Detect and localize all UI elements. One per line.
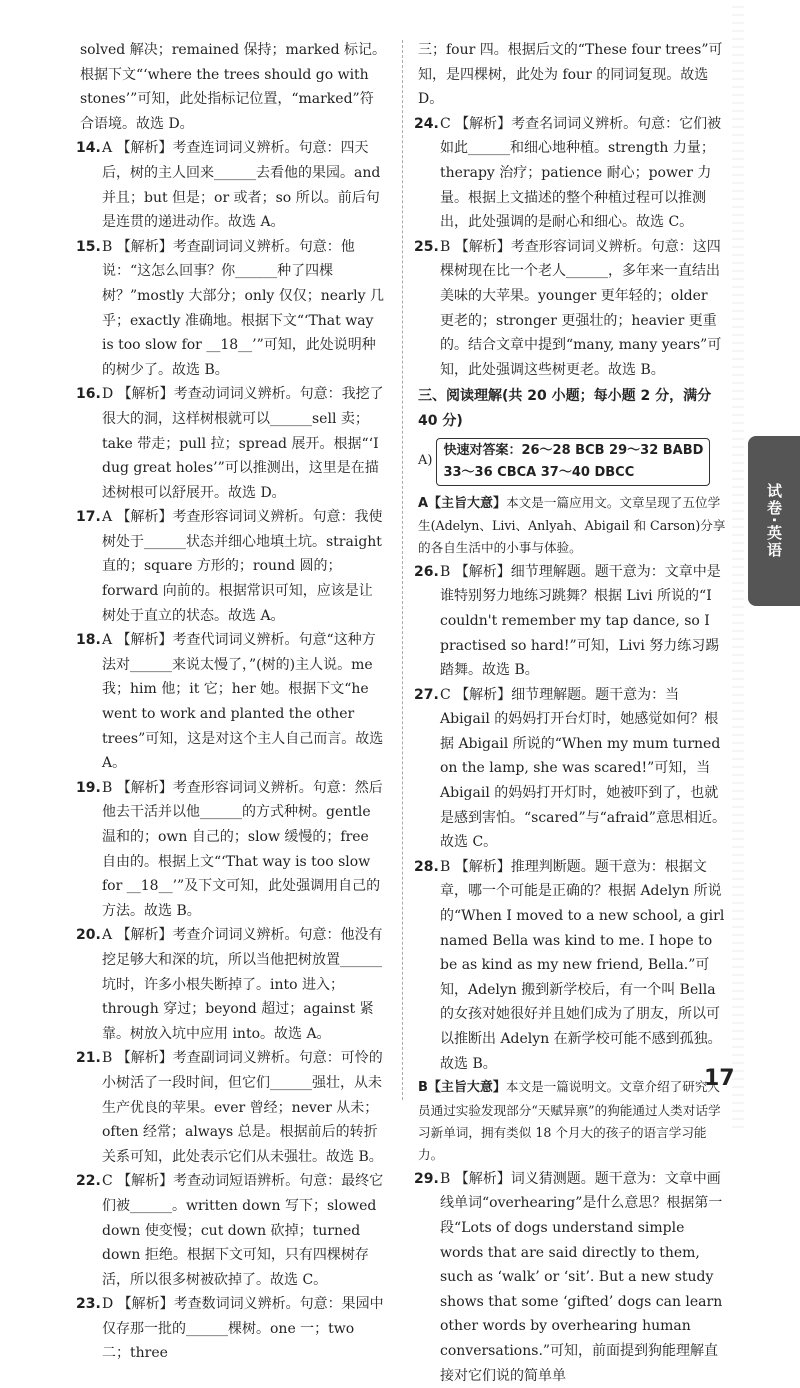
quick-answers-box xyxy=(436,438,710,486)
passage-b-answer-list xyxy=(414,1167,726,1388)
passage-a-summary xyxy=(418,492,726,560)
answer-number: 26. xyxy=(414,563,439,580)
page-edge-texture xyxy=(732,0,744,1130)
answer-number: 21. xyxy=(76,1050,101,1067)
quick-answers-line-1: 快速对答案：26～28 BCB 29～32 BABD xyxy=(443,442,704,458)
answer-number: 15. xyxy=(76,238,101,255)
answer-number: 23. xyxy=(76,1296,101,1313)
answer-text: B 【解析】推理判断题。题干意为：根据文章，哪一个可能是正确的？根据 Adelyn 所说的“When I moved to a new school, a girl named Bella was kind to me. I hope to be as kind as my new friend, Bella.”可知，Adelyn 搬到新学校后，有一个叫 Bella 的女孩对她很好并且她们成为了朋友，所以可以推断出 Adelyn 在新学校可能不感到孤独。故选 B。 xyxy=(440,858,725,1072)
section-title: 三、阅读理解(共 20 小题；每小题 2 分，满分 40 分) xyxy=(418,388,712,429)
answer-number: 22. xyxy=(76,1173,101,1190)
passage-b-tag: B【主旨大意】 xyxy=(418,1080,506,1096)
answer-text: B 【解析】考查形容词词义辨析。句意：这四棵树现在比一个老人______，多年来一直结出美味的大苹果。younger 更年轻的；older 更老的；stronger 更强壮的；heavier 更重的。结合文章中提到“many, many years”可知，此处强调这些树更老。故选 B。 xyxy=(440,238,722,378)
answer-item xyxy=(76,382,386,505)
answer-number: 14. xyxy=(76,140,101,157)
answer-text: D 【解析】考查数词词义辨析。句意：果园中仅存那一批的______棵树。one 一；two 二；three xyxy=(102,1296,384,1362)
answer-text: A 【解析】考查代词词义辨析。句意“这种方法对______来说太慢了，”(树的)主人说。me 我；him 他；it 它；her 她。根据下文“he went to work and planted the other trees”可知，这是对这个主人自己而言。故选 A。 xyxy=(102,632,384,772)
subject-tab: 试卷·英语 xyxy=(748,436,800,606)
passage-b-summary xyxy=(418,1076,726,1167)
answer-number: 19. xyxy=(76,779,101,796)
answer-text: B 【解析】细节理解题。题干意为：文章中是谁特别努力地练习跳舞？根据 Livi 所说的“I couldn't remember my tap dance, so I practised so hard!”可知，Livi 努力练习踢踏舞。故选 B。 xyxy=(440,563,721,679)
answer-item xyxy=(76,1292,386,1366)
quick-answers-label: A) xyxy=(418,453,433,469)
answer-item xyxy=(414,235,726,383)
passage-a-tag: A【主旨大意】 xyxy=(418,495,507,511)
right-column xyxy=(414,38,726,1388)
answer-number: 29. xyxy=(414,1170,439,1187)
answer-23-continuation: 三；four 四。根据后文的“These four trees”可知，是四棵树，此处为 four 的同词复现。故选 D。 xyxy=(418,42,723,108)
passage-b-text: 本文是一篇说明文。文章介绍了研究人员通过实验发现部分“天赋异禀”的狗能通过人类对话学习新单词，拥有类似 18 个月大的孩子的语言学习能力。 xyxy=(418,1079,721,1163)
answer-text: B 【解析】词义猜测题。题干意为：文章中画线单词“overhearing”是什么意思？根据第一段“Lots of dogs understand simple words that are said directly to them, such as ‘walk’ or ‘sit’. But a new study shows that some ‘gifted’ dogs can learn other words by overhearing human conversations.”可知，前面提到狗能理解直接对它们说的简单单 xyxy=(440,1170,723,1384)
answer-item xyxy=(414,1167,726,1388)
answer-text: A 【解析】考查连词词义辨析。句意：四天后，树的主人回来______去看他的果园。and 并且；but 但是；or 或者；so 所以。前后句是连贯的递进动作。故选 A。 xyxy=(102,140,381,231)
answer-number: 28. xyxy=(414,858,439,875)
quick-answers xyxy=(418,438,726,486)
answer-text: A 【解析】考查形容词词义辨析。句意：我使树处于______状态并细心地填土坑。straight 直的；square 方形的；round 圆的；forward 向前的。根据常识可知，应该是让树处于直立的状态。故选 A。 xyxy=(102,509,383,624)
column-divider xyxy=(402,40,403,1100)
answer-item xyxy=(76,136,386,234)
answer-item xyxy=(76,776,386,924)
answer-item xyxy=(76,235,386,383)
answer-item xyxy=(76,923,386,1046)
right-answer-list xyxy=(414,112,726,383)
answer-text: D 【解析】考查动词词义辨析。句意：我挖了很大的洞，这样树根就可以______sell 卖；take 带走；pull 拉；spread 展开。根据“‘I dug great holes’”可以推测出，这里是在描述树根可以舒展开。故选 D。 xyxy=(102,386,384,501)
answer-number: 25. xyxy=(414,238,439,255)
answer-item xyxy=(76,1046,386,1169)
answer-number: 16. xyxy=(76,386,101,403)
answer-number: 18. xyxy=(76,632,101,649)
answer-text: B 【解析】考查形容词词义辨析。句意：然后他去干活并以他______的方式种树。gentle 温和的；own 自己的；slow 缓慢的；free 自由的。根据上文“‘That way is too slow for __18__’”及下文可知，此处强调用自己的方法。故选 B。 xyxy=(102,779,383,919)
answer-number: 27. xyxy=(414,686,439,703)
answer-item xyxy=(414,560,726,683)
passage-a-answer-list xyxy=(414,560,726,1076)
answer-number: 17. xyxy=(76,509,101,526)
passage-a-text: 本文是一篇应用文。文章呈现了五位学生(Adelyn、Livi、Anlyah、Abigail 和 Carson)分享的各自生活中的小事与体验。 xyxy=(418,494,726,556)
answer-item xyxy=(414,112,726,235)
answer-text: A 【解析】考查介词词义辨析。句意：他没有挖足够大和深的坑，所以当他把树放置______坑时，许多小根失断掉了。into 进入；through 穿过；beyond 超过；against 紧靠。树放入坑中应用 into。故选 A。 xyxy=(102,927,383,1042)
answer-text: B 【解析】考查副词词义辨析。句意：他说：“这怎么回事？你______种了四棵树？”mostly 大部分；only 仅仅；nearly 几乎；exactly 准确地。根据下文“‘That way is too slow for __18__’”可知，此处说明种的树少了。故选 B。 xyxy=(102,238,384,378)
answer-item xyxy=(414,855,726,1076)
answer-number: 24. xyxy=(414,115,439,132)
answer-text: C 【解析】考查名词词义辨析。句意：它们被如此______和细心地种植。strength 力量；therapy 治疗；patience 耐心；power 力量。根据上文描述的整个种植过程可以推测出，此处强调的是耐心和细心。故选 C。 xyxy=(440,115,722,231)
left-answer-list xyxy=(76,136,386,1366)
left-column xyxy=(76,38,386,1366)
answer-text: C 【解析】细节理解题。题干意为：当 Abigail 的妈妈打开台灯时，她感觉如何？根据 Abigail 所说的“When my mum turned on the lamp, she was scared!”可知，当 Abigail 的妈妈打开灯时，她被吓到了，也就是感到害怕。“scared”与“afraid”意思相近。故选 C。 xyxy=(440,686,726,851)
answer-number: 20. xyxy=(76,927,101,944)
quick-answers-line-2: 33～36 CBCA 37～40 DBCC xyxy=(443,464,635,480)
answer-13-continuation: solved 解决；remained 保持；marked 标记。根据下文“‘where the trees should go with stones’”可知，此处指标记位置，“marked”符合语境。故选 D。 xyxy=(80,42,386,132)
page-number: 17 xyxy=(704,1066,735,1091)
answer-item xyxy=(414,683,726,855)
answer-item xyxy=(76,505,386,628)
answer-text: C 【解析】考查动词短语辨析。句意：最终它们被______。written down 写下；slowed down 使变慢；cut down 砍掉；turned down 拒绝。根据下文可知，只有四棵树存活，所以很多树被砍掉了。故选 C。 xyxy=(102,1173,384,1288)
answer-item xyxy=(76,628,386,776)
answer-item xyxy=(76,1169,386,1292)
answer-text: B 【解析】考查副词词义辨析。句意：可怜的小树活了一段时间，但它们______强壮，从未生产优良的苹果。ever 曾经；never 从未；often 经常；always 总是。根据前后的转折关系可知，此处表示它们从未强壮。故选 B。 xyxy=(102,1050,383,1165)
